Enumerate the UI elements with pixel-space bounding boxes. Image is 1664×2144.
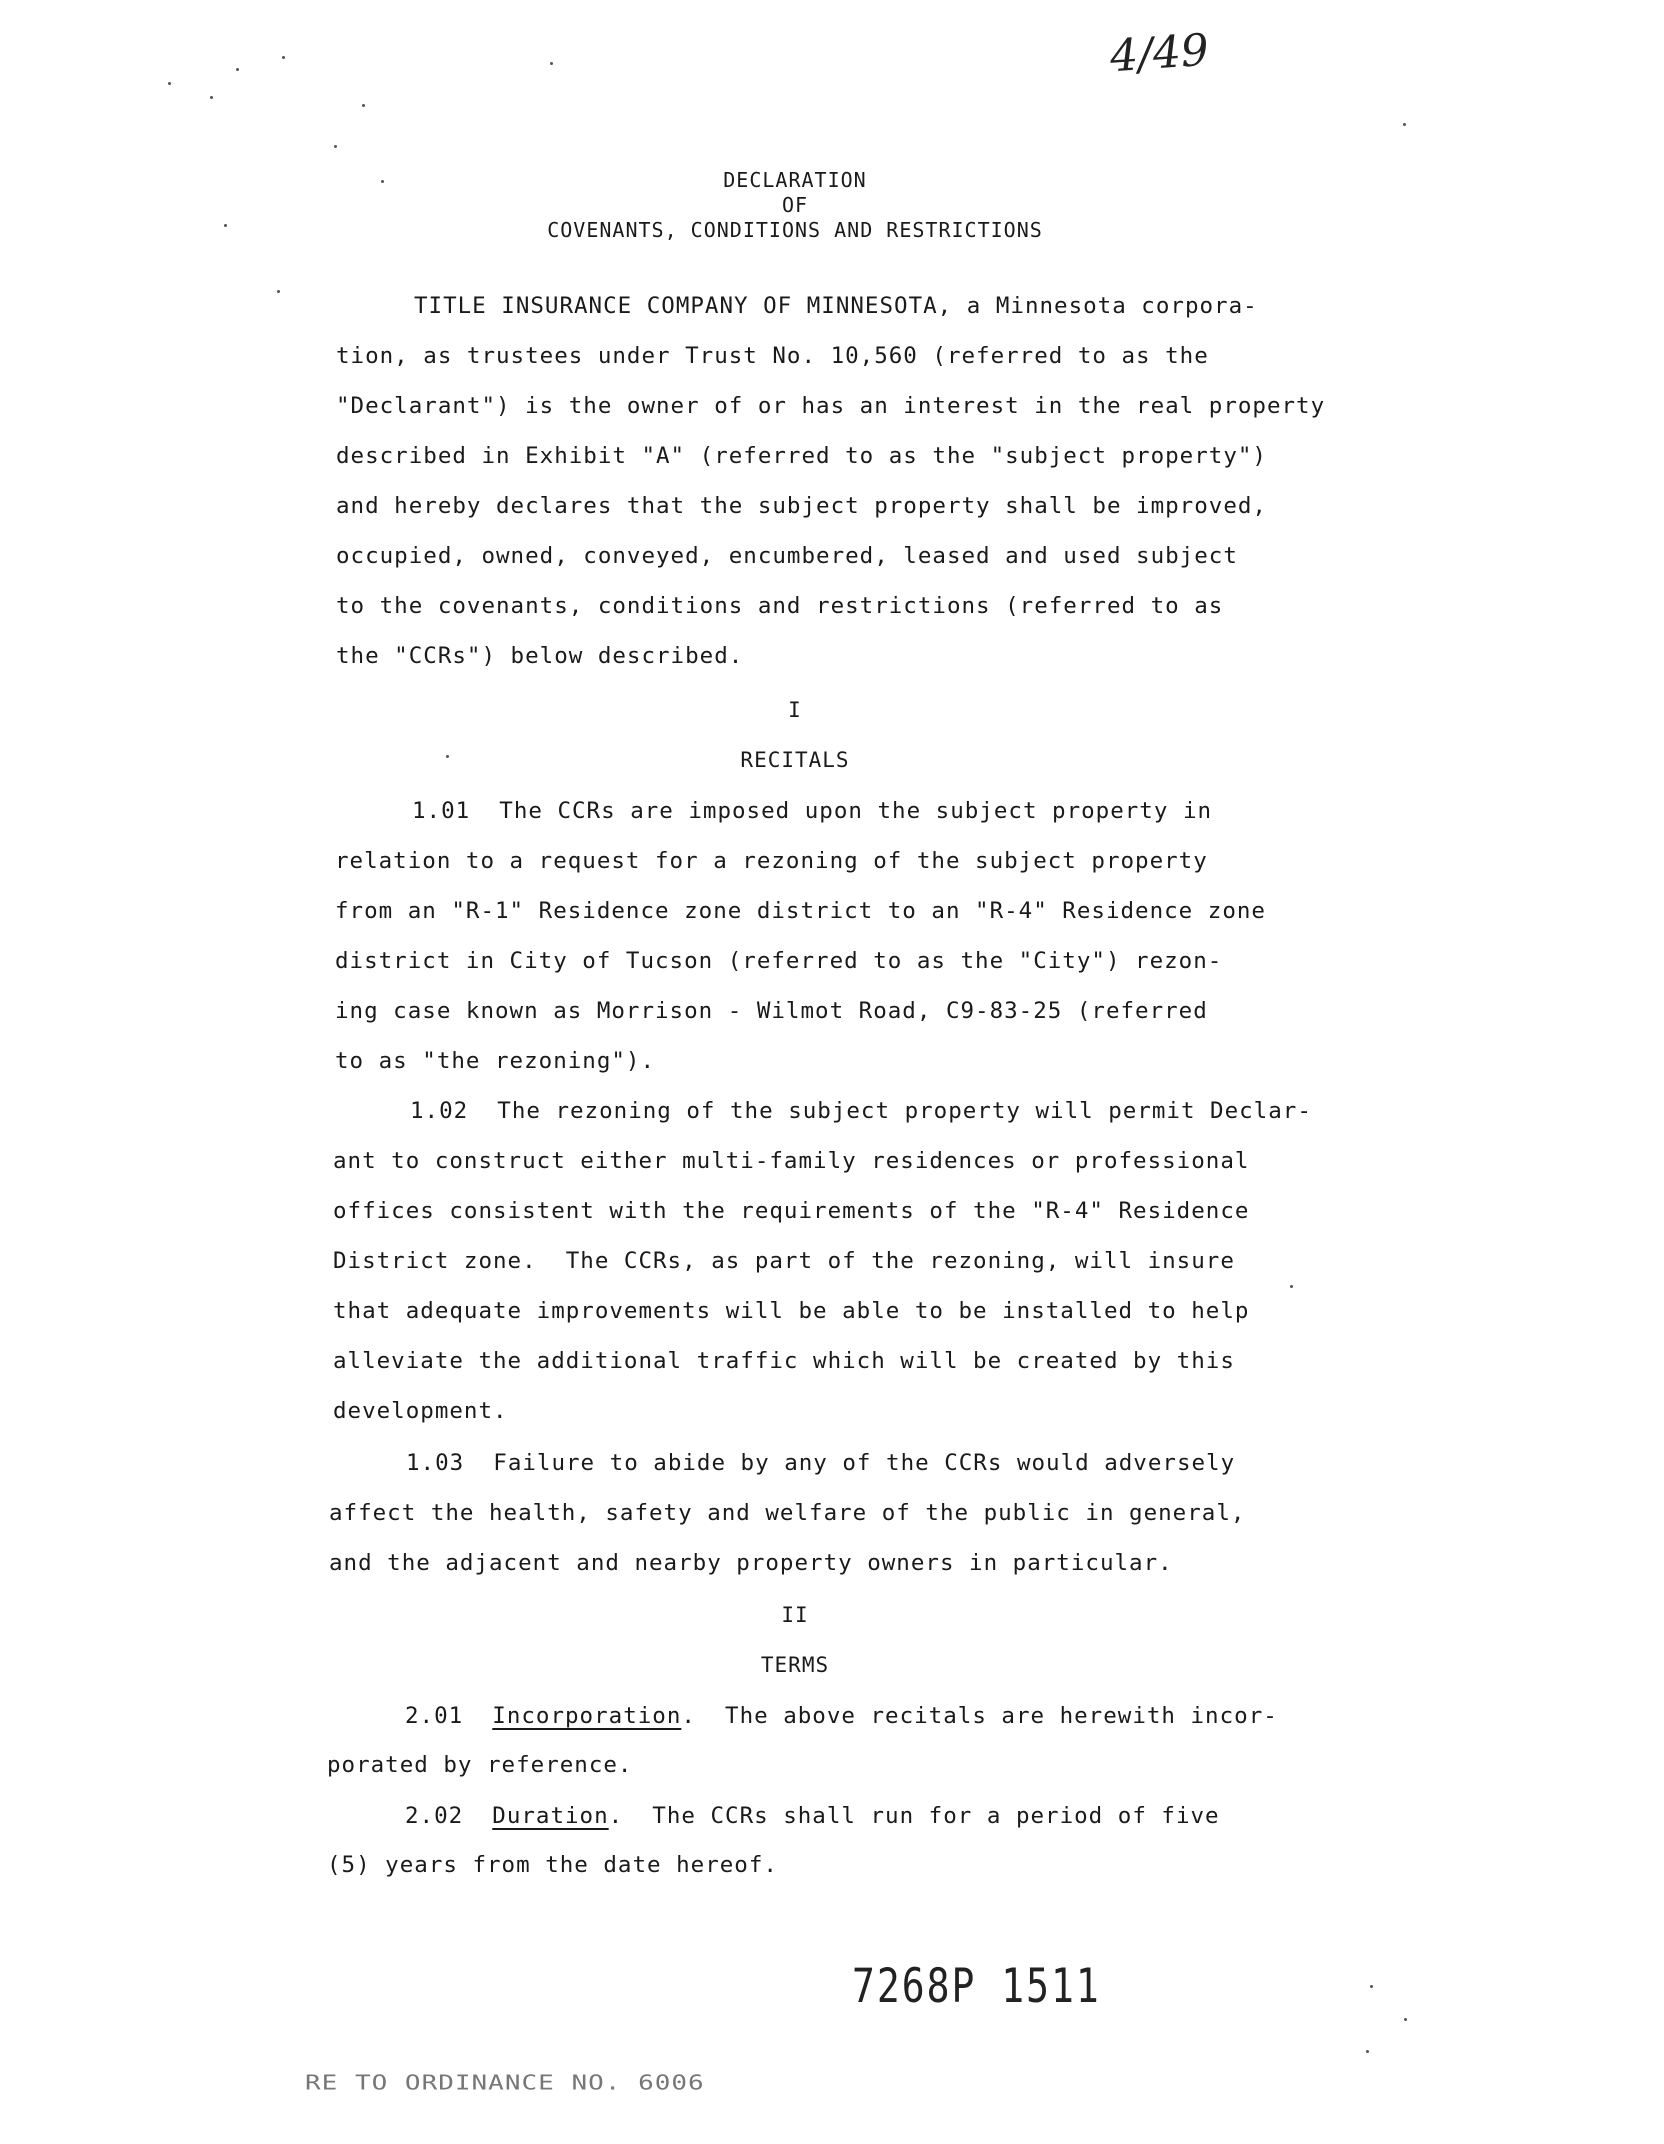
scan-speck: [1403, 123, 1406, 126]
term-2-02-title: Duration: [492, 1803, 609, 1829]
scan-speck: [550, 62, 553, 65]
intro-line: tion, as trustees under Trust No. 10,560 (referred to as the: [336, 343, 1209, 369]
term-2-01-title: Incorporation: [492, 1703, 682, 1729]
recital-1-03-line: and the adjacent and nearby property owners in particular.: [329, 1550, 1173, 1576]
recital-1-02-line: that adequate improvements will be able to be installed to help: [333, 1298, 1250, 1324]
recital-1-02-line: 1.02 The rezoning of the subject property will permit Declar-: [410, 1098, 1312, 1124]
scan-speck: [210, 96, 213, 99]
term-2-02-line-2: (5) years from the date hereof.: [327, 1852, 778, 1878]
recital-1-01-line: ing case known as Morrison - Wilmot Road, C9-83-25 (referred: [335, 998, 1208, 1024]
recital-1-02-line: ant to construct either multi-family residences or professional: [333, 1148, 1250, 1174]
title-line-2: OF: [781, 193, 809, 217]
recital-1-03-line: affect the health, safety and welfare of the public in general,: [329, 1500, 1246, 1526]
term-2-02: [405, 1801, 1220, 1831]
section-2-heading: TERMS: [760, 1653, 830, 1677]
recital-1-01-line: relation to a request for a rezoning of the subject property: [335, 848, 1208, 874]
recital-1-03-line: 1.03 Failure to abide by any of the CCRs would adversely: [406, 1450, 1236, 1476]
intro-line: occupied, owned, conveyed, encumbered, leased and used subject: [336, 543, 1238, 569]
scan-speck: [277, 290, 280, 293]
section-1-heading: RECITALS: [740, 748, 850, 772]
term-2-02-text: . The CCRs shall run for a period of five: [608, 1803, 1220, 1829]
scan-speck: [362, 104, 365, 107]
term-2-01-number: 2.01: [405, 1703, 464, 1729]
scan-speck: [282, 56, 285, 59]
intro-line: described in Exhibit "A" (referred to as the "subject property"): [336, 443, 1267, 469]
scan-speck: [1404, 2018, 1407, 2021]
title-line-3: COVENANTS, CONDITIONS AND RESTRICTIONS: [547, 218, 1043, 242]
intro-line: to the covenants, conditions and restrictions (referred to as: [336, 593, 1224, 619]
scan-speck: [381, 180, 384, 183]
scan-speck: [1370, 1985, 1373, 1988]
handwritten-page-note: 4/49: [1108, 24, 1211, 83]
scan-speck: [1290, 1285, 1293, 1288]
term-2-01-line-2: porated by reference.: [327, 1752, 633, 1778]
recital-1-01-line: to as "the rezoning").: [335, 1048, 656, 1074]
recital-1-01-line: from an "R-1" Residence zone district to an "R-4" Residence zone: [335, 898, 1266, 924]
intro-line: and hereby declares that the subject property shall be improved,: [336, 493, 1267, 519]
recording-stamp: 7268P 1511: [852, 1958, 1101, 2013]
recital-1-01-line: 1.01 The CCRs are imposed upon the subject property in: [412, 798, 1213, 824]
recital-1-02-line: offices consistent with the requirements of the "R-4" Residence: [333, 1198, 1250, 1224]
scan-speck: [446, 755, 449, 758]
intro-line: TITLE INSURANCE COMPANY OF MINNESOTA, a Minnesota corpora-: [414, 293, 1258, 319]
recital-1-02-line: development.: [333, 1398, 508, 1424]
intro-line: the "CCRs") below described.: [336, 643, 744, 669]
title-line-1: DECLARATION: [723, 168, 867, 192]
scan-speck: [334, 145, 337, 148]
scan-speck: [236, 68, 239, 71]
intro-line: "Declarant") is the owner of or has an interest in the real property: [336, 393, 1326, 419]
term-2-02-number: 2.02: [405, 1803, 464, 1829]
scan-speck: [224, 224, 227, 227]
term-2-01-text: . The above recitals are herewith incor-: [681, 1703, 1278, 1729]
term-2-01: [405, 1701, 1278, 1731]
scan-speck: [168, 82, 171, 85]
section-1-number: I: [788, 698, 802, 722]
section-2-number: II: [781, 1603, 809, 1627]
recital-1-01-line: district in City of Tucson (referred to as the "City") rezon-: [335, 948, 1223, 974]
ordinance-reference: RE TO ORDINANCE NO. 6006: [305, 2071, 705, 2095]
scan-speck: [1366, 2050, 1369, 2053]
recital-1-02-line: District zone. The CCRs, as part of the rezoning, will insure: [333, 1248, 1235, 1274]
recital-1-02-line: alleviate the additional traffic which will be created by this: [333, 1348, 1235, 1374]
